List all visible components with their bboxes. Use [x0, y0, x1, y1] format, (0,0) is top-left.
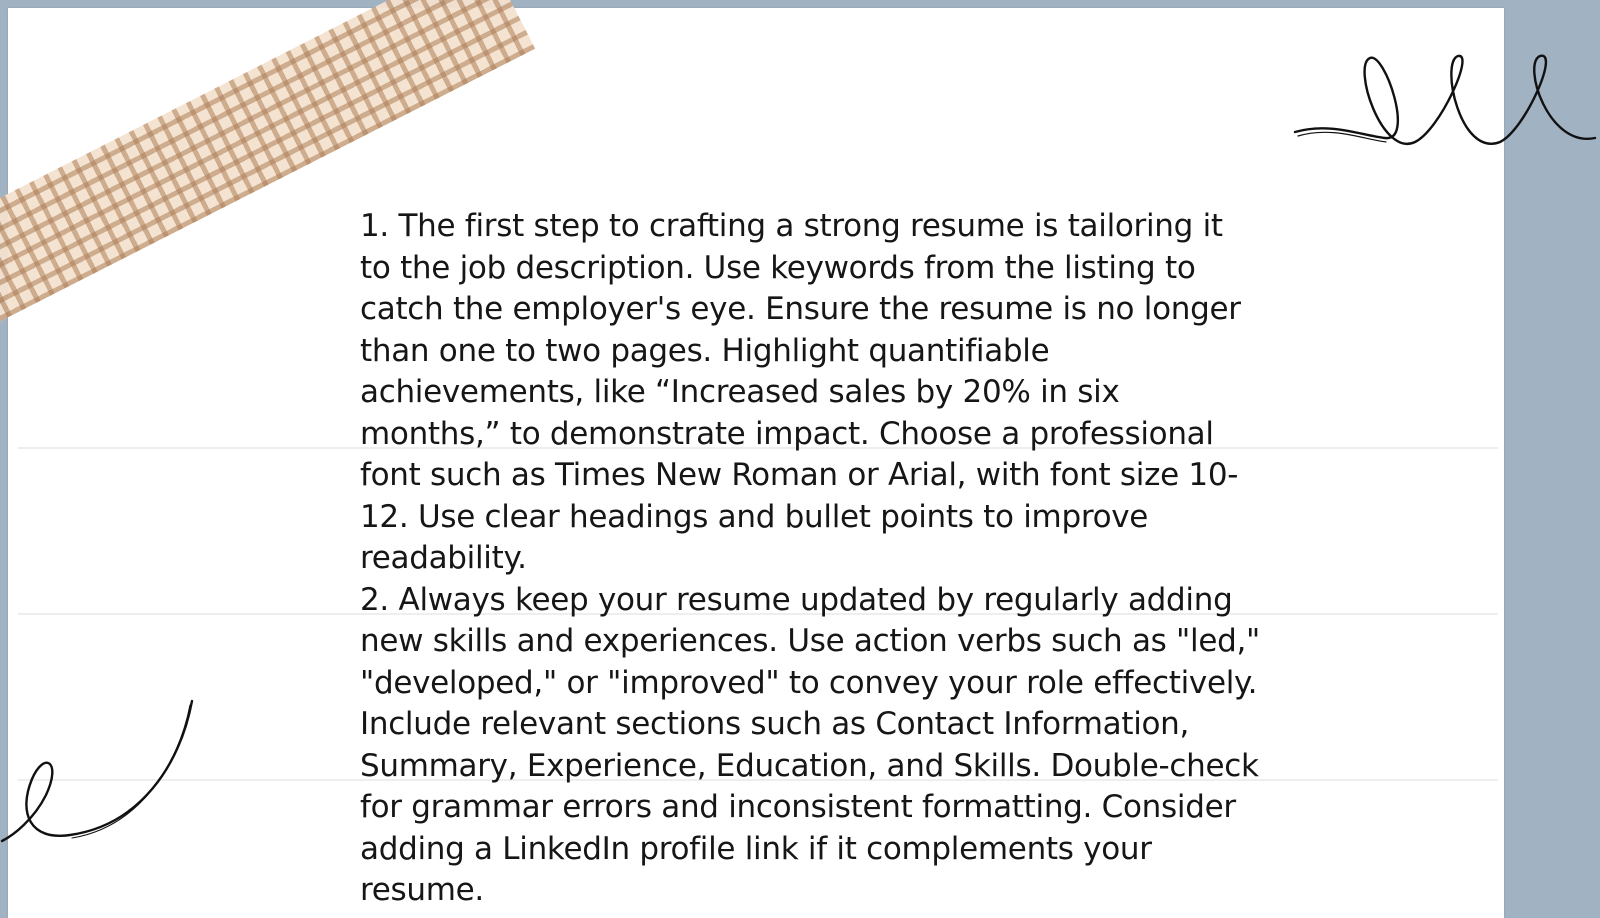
- tip-paragraph-2: 2. Always keep your resume updated by regularly adding new skills and experiences. Use action verbs such as "led," "developed," or "improved" to convey your role effectively. Include relevant sections such as Contact Information, Summary, Experience, Education, and Skills. Double-check for grammar errors and inconsistent formatting. Consider adding a LinkedIn profile link if it complements your resume.: [360, 581, 1260, 908]
- tips-text-block: [360, 206, 1260, 912]
- loop-swirl-icon: [1290, 30, 1600, 165]
- check-swirl-icon: [0, 695, 200, 855]
- tip-paragraph-1: 1. The first step to crafting a strong resume is tailoring it to the job description. Use keywords from the listing to catch the employer's eye. Ensure the resume is no longer than one to two pages. Highlight quantifiable achievements, like “Increased sales by 20% in six months,” to demonstrate impact. Choose a professional font such as Times New Roman or Arial, with font size 10-12. Use clear headings and bullet points to improve readability.: [360, 208, 1241, 576]
